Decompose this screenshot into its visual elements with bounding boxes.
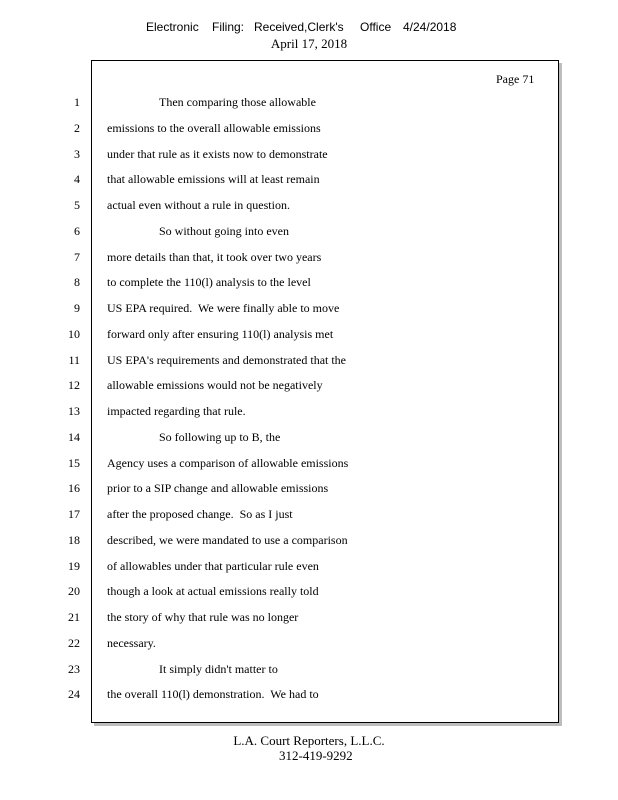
filed-date: April 17, 2018 <box>270 36 348 51</box>
line-text: of allowables under that particular rule even <box>107 559 319 573</box>
line-number: 13 <box>68 404 80 418</box>
line-text: forward only after ensuring 110(l) analysis met <box>107 327 334 341</box>
line-text: more details than that, it took over two years <box>107 250 322 264</box>
line-number: 1 <box>74 95 80 109</box>
line-text: So following up to B, the <box>159 430 281 444</box>
line-number: 20 <box>68 584 80 598</box>
line-number: 19 <box>68 559 80 573</box>
line-number: 5 <box>74 198 80 212</box>
line-text: So without going into even <box>159 224 289 238</box>
line-text: that allowable emissions will at least remain <box>107 172 320 186</box>
line-text: Agency uses a comparison of allowable emissions <box>107 456 349 470</box>
line-number: 6 <box>74 224 80 238</box>
line-text: prior to a SIP change and allowable emissions <box>107 481 329 495</box>
line-text: the overall 110(l) demonstration. We had to <box>107 687 319 701</box>
footer-phone: 312-419-9292 <box>279 748 353 763</box>
line-text: Then comparing those allowable <box>159 95 316 109</box>
line-number: 15 <box>68 456 80 470</box>
filing-word-filing: Filing: <box>212 20 245 34</box>
line-number: 23 <box>68 662 80 676</box>
line-text: actual even without a rule in question. <box>107 198 290 212</box>
line-number: 14 <box>68 430 80 444</box>
line-text: US EPA's requirements and demonstrated that the <box>107 353 347 367</box>
footer-company: L.A. Court Reporters, L.L.C. <box>233 733 385 748</box>
line-number: 2 <box>74 121 80 135</box>
line-text: under that rule as it exists now to demonstrate <box>107 147 328 161</box>
line-text: impacted regarding that rule. <box>107 404 246 418</box>
filing-word-received: Received,Clerk's <box>254 20 344 34</box>
line-number: 11 <box>68 353 80 367</box>
filing-stamp-date: 4/24/2018 <box>403 20 457 34</box>
filing-word-office: Office <box>360 20 392 34</box>
filing-word-electronic: Electronic <box>146 20 199 34</box>
line-number: 21 <box>68 610 80 624</box>
line-number: 17 <box>68 507 80 521</box>
line-text: It simply didn't matter to <box>159 662 278 676</box>
line-number: 12 <box>68 378 80 392</box>
line-number: 4 <box>74 172 80 186</box>
line-number: 7 <box>74 250 80 264</box>
line-text: necessary. <box>107 636 156 650</box>
line-text: US EPA required. We were finally able to move <box>107 301 340 315</box>
line-text: the story of why that rule was no longer <box>107 610 299 624</box>
line-number: 9 <box>74 301 80 315</box>
line-number: 18 <box>68 533 80 547</box>
line-text: to complete the 110(l) analysis to the level <box>107 275 311 289</box>
line-number: 10 <box>68 327 80 341</box>
line-number: 24 <box>68 687 80 701</box>
line-text: though a look at actual emissions really told <box>107 584 319 598</box>
line-text: described, we were mandated to use a comparison <box>107 533 348 547</box>
line-number: 16 <box>68 481 80 495</box>
line-number: 22 <box>68 636 80 650</box>
line-text: allowable emissions would not be negatively <box>107 378 323 392</box>
line-text: after the proposed change. So as I just <box>107 507 293 521</box>
page-number: Page 71 <box>496 72 535 86</box>
line-number: 3 <box>74 147 80 161</box>
line-text: emissions to the overall allowable emissions <box>107 121 321 135</box>
line-number: 8 <box>74 275 80 289</box>
